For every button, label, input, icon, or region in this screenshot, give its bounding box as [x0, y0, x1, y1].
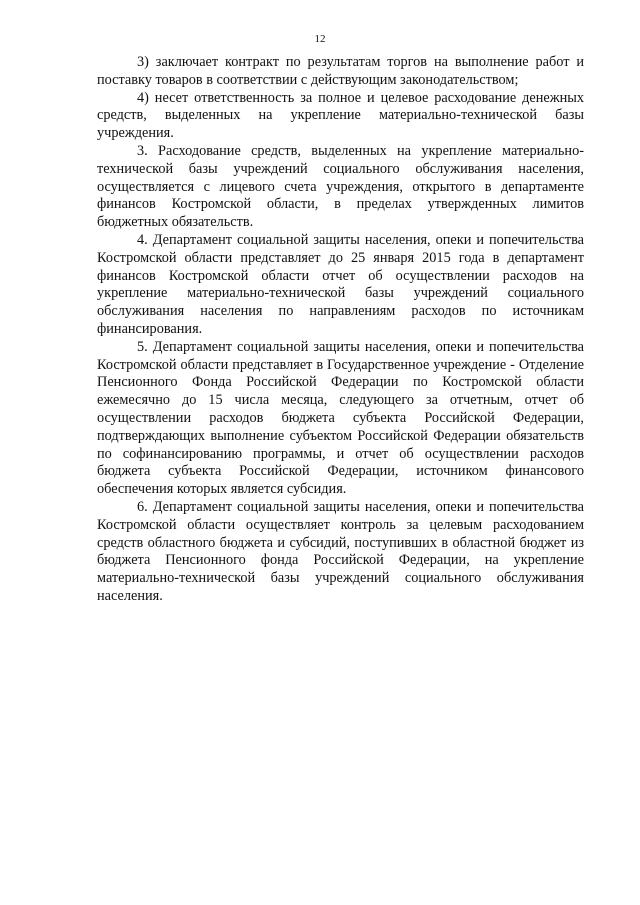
- paragraph-responsibility: 4) несет ответственность за полное и целевое расходование денежных средств, выделенных на укрепление материально-технической базы учреждения.: [97, 89, 584, 142]
- paragraph-report-pension-fund: 5. Департамент социальной защиты населения, опеки и попечительства Костромской области представляет в Государственное учреждение - Отделение Пенсионного Фонда Российской Федерации по Костромской области ежемесячно до 15 числа месяца, следующего за отчетным, отчет об осуществлении расходов бюджета субъекта Российской Федерации, подтверждающих выполнение субъектом Российской Федерации обязательств по софинансированию программы, и отчет об осуществлении расходов бюджета субъекта Российской Федерации, источником финансового обеспечения которых является субсидия.: [97, 338, 584, 498]
- document-body: [97, 54, 584, 606]
- paragraph-contract: 3) заключает контракт по результатам торгов на выполнение работ и поставку товаров в соответствии с действующим законодательством;: [97, 54, 584, 88]
- paragraph-control: 6. Департамент социальной защиты населения, опеки и попечительства Костромской области осуществляет контроль за целевым расходованием средств областного бюджета и субсидий, поступивших в областной бюджет из бюджета Пенсионного фонда Российской Федерации, на укрепление материально-технической базы учреждений социального обслуживания населения.: [97, 498, 584, 604]
- page-number: 12: [314, 33, 326, 45]
- paragraph-report-finance: 4. Департамент социальной защиты населения, опеки и попечительства Костромской области представляет до 25 января 2015 года в департамент финансов Костромской области отчет об осуществлении расходов на укрепление материально-технической базы учреждений социального обслуживания населения по направлениям расходов по источникам финансирования.: [97, 231, 584, 337]
- paragraph-spending: 3. Расходование средств, выделенных на укрепление материально-технической базы учреждений социального обслуживания населения, осуществляется с лицевого счета учреждения, открытого в департаменте финансов Костромской области, в пределах утвержденных лимитов бюджетных обязательств.: [97, 142, 584, 231]
